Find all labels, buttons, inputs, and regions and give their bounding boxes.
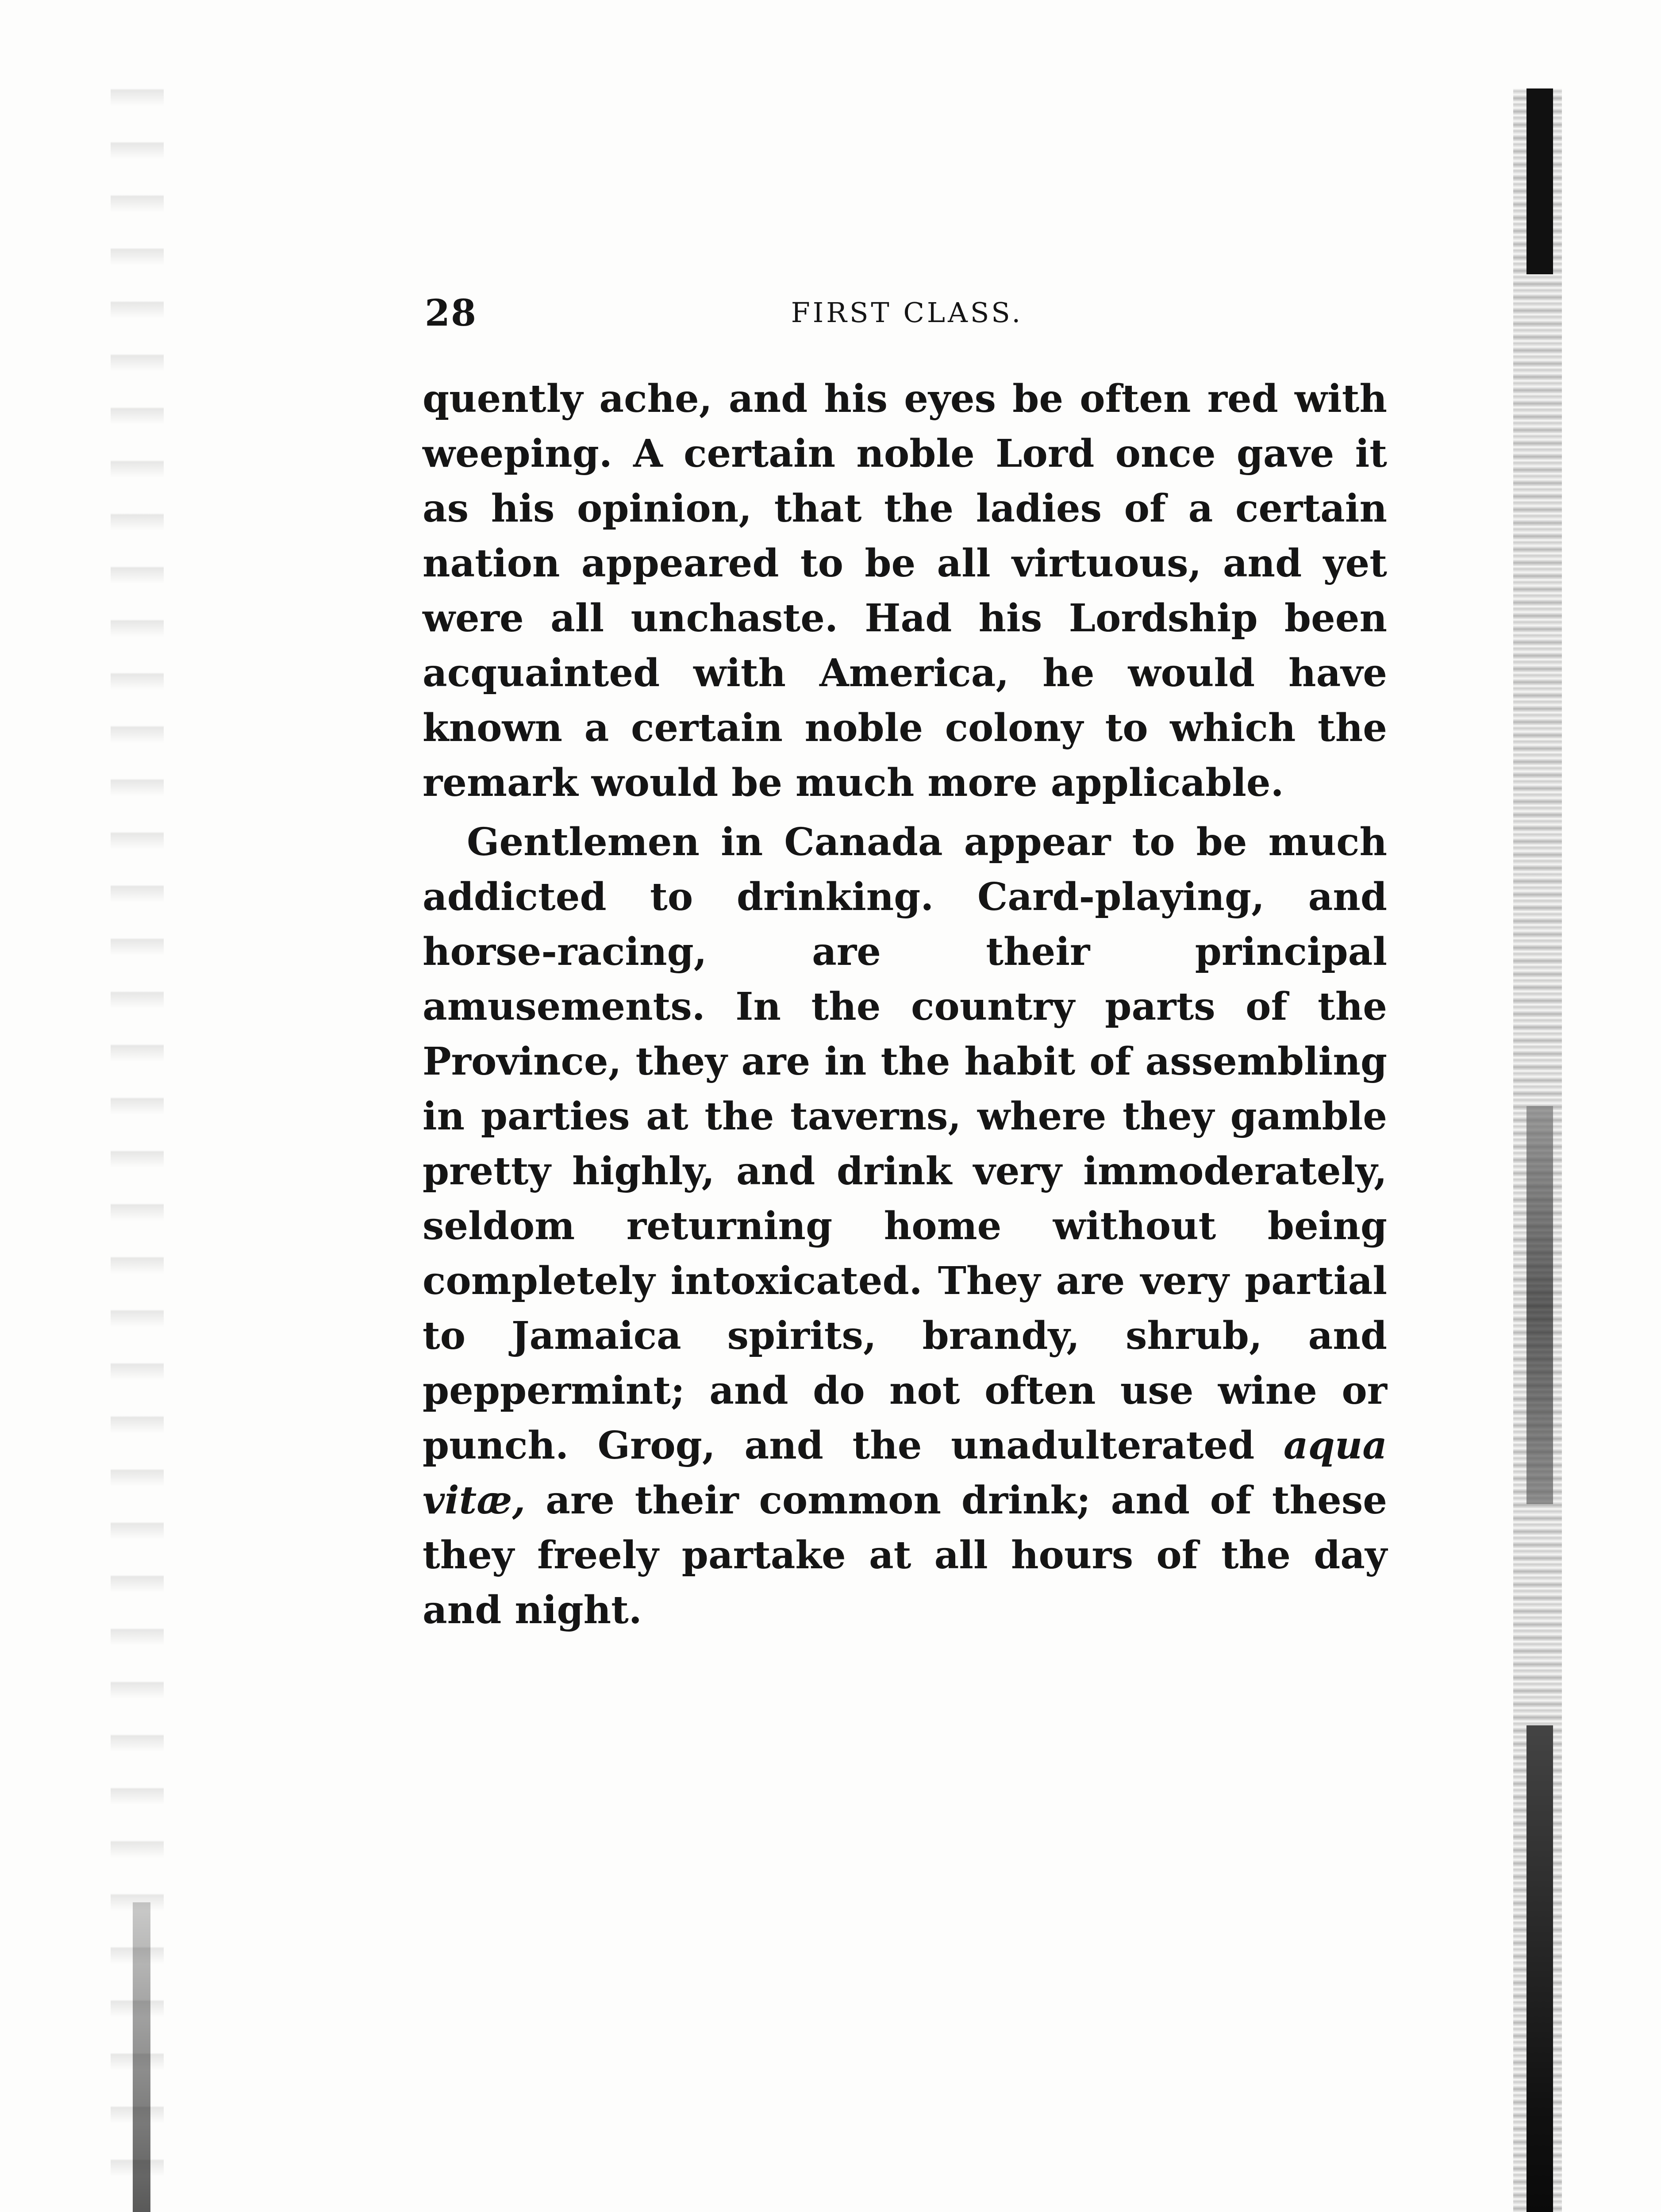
- page-number: 28: [425, 292, 477, 334]
- page-header: [425, 292, 1389, 341]
- body-text: [423, 372, 1387, 1638]
- scan-edge-right-dark-bottom: [1526, 1725, 1553, 2212]
- scan-edge-left-mark: [133, 1902, 150, 2212]
- paragraph-1: quently ache, and his eyes be often red with weeping. A certain noble Lord once gave it as his opinion, that the ladies of a certain nation appeared to be all virtuous, and yet were all unchaste. Had his Lordship been acquainted with America, he would have known a certain noble colony to which the remark would be much more applicable.: [423, 376, 1387, 805]
- scan-edge-right-dark-middle: [1526, 1106, 1553, 1504]
- scan-edge-left: [111, 88, 164, 2212]
- scan-edge-right-dark-top: [1526, 88, 1553, 274]
- paragraph-2-italic-phrase: aqua vitæ,: [423, 1423, 1387, 1523]
- paragraph-2-text-b: are their common drink; and of these they freely partake at all hours of the day and night.: [423, 1478, 1387, 1632]
- running-head: FIRST CLASS.: [791, 296, 1023, 329]
- paragraph-2-text-a: Gentlemen in Canada appear to be much addicted to drinking. Card-playing, and horse-racing, are their principal amusements. In the country parts of the Province, they are in the habit of assembling in parties at the taverns, where they gamble pretty highly, and drink very immoderately, seldom returning home without being completely intoxicated. They are very partial to Jamaica spirits, brandy, shrub, and peppermint; and do not often use wine or punch. Grog, and the unadulterated: [423, 820, 1387, 1468]
- paragraph-2: [423, 815, 1387, 1638]
